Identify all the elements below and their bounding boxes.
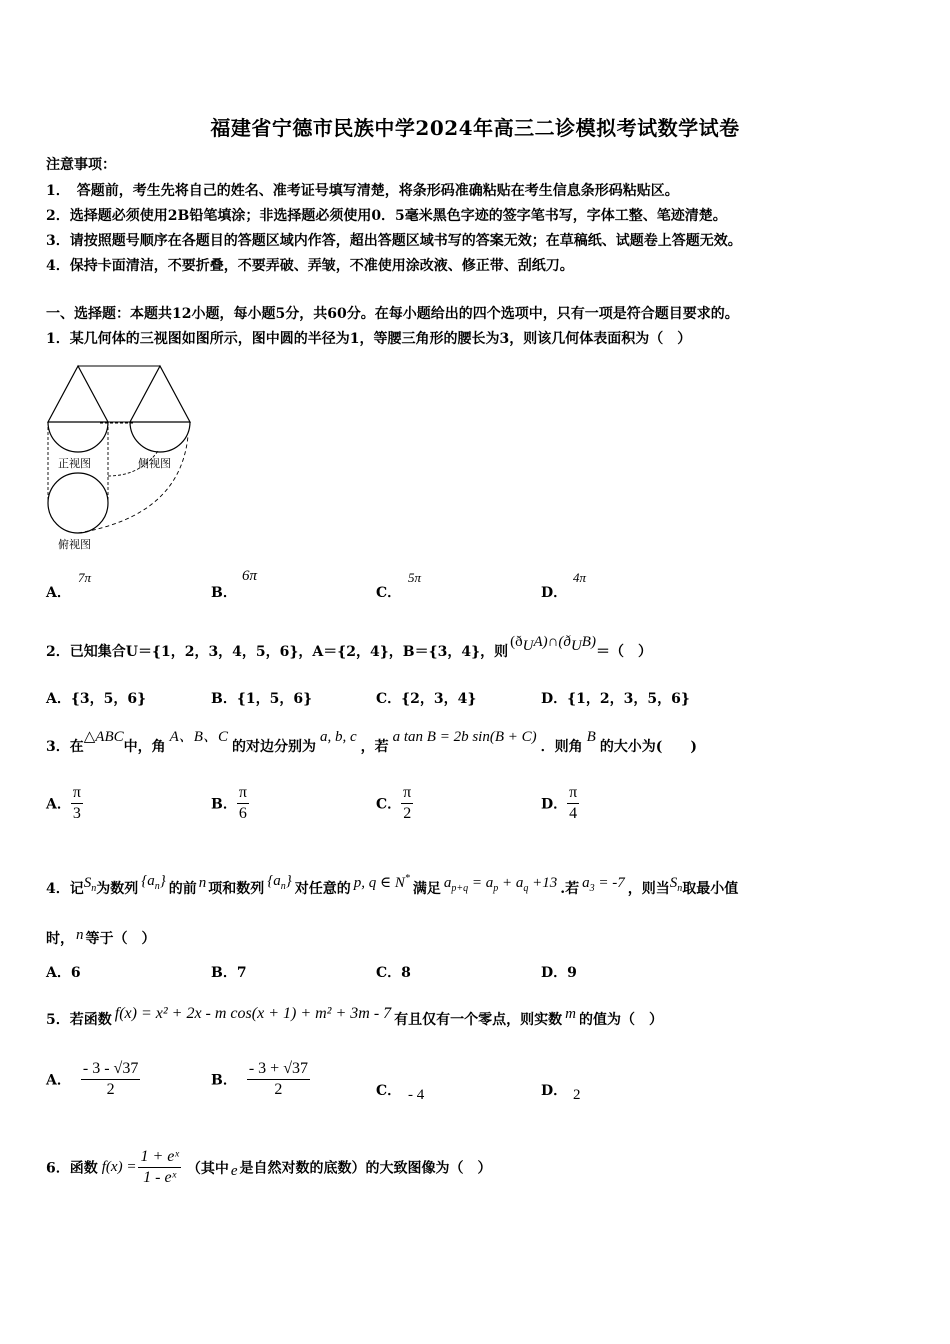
question-2-stem: 2．已知集合U＝{1，2，3，4，5，6}，A＝{2，4}，B＝{3，4}，则$(ð_UA)\cap(ð_UB)=$（ ） bbox=[46, 634, 652, 660]
question-1-stem: 1．某几何体的三视图如图所示，图中圆的半径为1，等腰三角形的腰长为3，则该几何体表面积为（ ） bbox=[46, 331, 692, 347]
option: D．{1，2，3，5，6} bbox=[541, 691, 690, 707]
option: D．9 bbox=[541, 965, 577, 981]
three-view-figure bbox=[40, 356, 200, 556]
side-view-label: 侧视图 bbox=[138, 457, 171, 470]
option: B．{1，5，6} bbox=[211, 691, 313, 707]
option: B． $\frac{- 3 + √37}{2}$ bbox=[211, 1060, 308, 1098]
option-value: 6π bbox=[242, 568, 258, 584]
option: A．6 bbox=[46, 965, 81, 981]
question-6-stem: 6．函数 f(x) = $\frac{\text{1 + eˣ}}{\text{1 - eˣ}}$ （其中 e 是自然对数的底数）的大致图像为（ ） bbox=[46, 1148, 492, 1186]
option-label: C． bbox=[376, 585, 402, 601]
section-heading: 一、选择题：本题共12小题，每小题5分，共60分。在每小题给出的四个选项中，只有一项是符合题目要求的。 bbox=[46, 306, 739, 322]
option-value: 7π bbox=[78, 570, 92, 585]
option-value: - 4 bbox=[408, 1087, 425, 1103]
option: A．{3，5，6} bbox=[46, 691, 147, 707]
front-view-label: 正视图 bbox=[58, 457, 91, 470]
question-4-stem: 4．记$S_n$为数列 $\{a_n\}$ 的前 n 项和数列 $\{a_n\}$ 对任意的 p, q ∈ N*满足 $a_{p+q} = a_p + a_q +13$ .若 $a_3 = -7$ ，则当$S_n$取最小值 bbox=[46, 873, 739, 897]
option: A． $\frac{\pi}{3}$ bbox=[46, 784, 81, 822]
top-view-circle bbox=[48, 473, 108, 533]
notice-item: 3．请按照题号顺序在各题目的答题区域内作答，超出答题区域书写的答案无效；在草稿纸、试题卷上答题无效。 bbox=[46, 233, 742, 249]
option-label: D． bbox=[541, 1083, 568, 1099]
option: C． $\frac{\pi}{2}$ bbox=[376, 784, 412, 822]
option: C．8 bbox=[376, 965, 411, 981]
option-value: 5π bbox=[408, 570, 422, 585]
option-value: 4π bbox=[573, 570, 587, 585]
option: C．{2，3，4} bbox=[376, 691, 477, 707]
front-view-semicircle bbox=[48, 422, 108, 452]
notice-heading: 注意事项： bbox=[46, 157, 116, 173]
option-label: C． bbox=[376, 1083, 402, 1099]
option: D． $\frac{\pi}{4}$ bbox=[541, 784, 578, 822]
option-value: 2 bbox=[573, 1087, 581, 1103]
front-view-triangle bbox=[48, 366, 108, 422]
side-view-semicircle bbox=[130, 422, 190, 452]
side-view-triangle bbox=[130, 366, 190, 422]
notice-item: 2．选择题必须使用2B铅笔填涂；非选择题必须使用0．5毫米黑色字迹的签字笔书写，字体工整、笔迹清楚。 bbox=[46, 208, 727, 224]
page-title: 福建省宁德市民族中学2024年高三二诊模拟考试数学试卷 bbox=[210, 116, 740, 140]
option: B．7 bbox=[211, 965, 247, 981]
option-label: B． bbox=[211, 585, 237, 601]
question-4-stem-cont: 时， n 等于（ ） bbox=[46, 927, 156, 947]
set-expression: $(ð_UA)\cap(ð_UB)$ bbox=[510, 634, 596, 654]
option-label: A． bbox=[46, 585, 71, 601]
option: A． $\frac{- 3 - √37}{2}$ bbox=[46, 1060, 139, 1098]
option: B． $\frac{\pi}{6}$ bbox=[211, 784, 247, 822]
top-view-label: 俯视图 bbox=[58, 538, 91, 551]
notice-item: 1． 答题前，考生先将自己的姓名、准考证号填写清楚，将条形码准确粘贴在考生信息条形码粘贴区。 bbox=[46, 183, 679, 199]
option-label: D． bbox=[541, 585, 568, 601]
notice-item: 4．保持卡面清洁，不要折叠，不要弄破、弄皱，不准使用涂改液、修正带、刮纸刀。 bbox=[46, 258, 574, 274]
question-3-stem: 3．在△ABC中，角A、B、C的对边分别为a, b, c，若a tan B = 2b sin(B + C)．则角B的大小为( ) bbox=[46, 729, 698, 755]
question-5-stem: 5．若函数 f(x) = x² + 2x - m cos(x + 1) + m² + 3m - 7 有且仅有一个零点，则实数 m 的值为（ ） bbox=[46, 1005, 663, 1028]
